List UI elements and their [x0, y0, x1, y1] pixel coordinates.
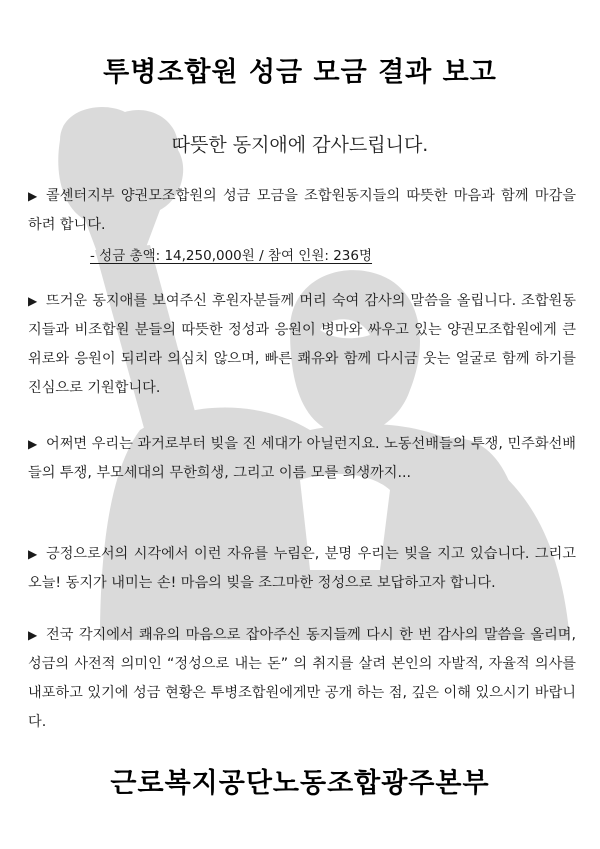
paragraph-text: 긍정으로서의 시각에서 이런 자유를 누림은, 분명 우리는 빚을 지고 있습니다. 그리고 오늘! 동지가 내미는 손! 마음의 빚을 조그마한 정성으로 보답하고자 합니다. [28, 546, 576, 591]
page-subtitle: 따뜻한 동지애에 감사드립니다. [171, 134, 429, 156]
bullet-icon: ▶ [28, 189, 38, 203]
paragraph-closing-notice [28, 182, 576, 240]
bullet-icon: ▶ [28, 547, 38, 561]
paragraph-debt-to-past [28, 430, 576, 488]
page-title: 투병조합원 성금 모금 결과 보고 [103, 57, 497, 88]
bullet-icon: ▶ [28, 628, 38, 642]
paragraph-text: 콜센터지부 양권모조합원의 성금 모금을 조합원동지들의 따뜻한 마음과 함께 마감을 하려 합니다. [28, 188, 576, 233]
paragraph-repayment [28, 540, 576, 598]
paragraph-text: 뜨거운 동지애를 보여주신 후원자분들께 머리 숙여 감사의 말씀을 올립니다. 조합원동지들과 비조합원 분들의 따뜻한 정성과 응원이 병마와 싸우고 있는 양권모조합원에게 큰 위로와 응원이 되리라 의심치 않으며, 빠른 쾌유와 함께 다시금 웃는 얼굴로 함께 하기를 진심으로 기원합니다. [28, 293, 576, 396]
paragraph-text: 어쩌면 우리는 과거로부터 빚을 진 세대가 아닐런지요. 노동선배들의 투쟁, 민주화선배들의 투쟁, 부모세대의 무한희생, 그리고 이름 모를 희생까지... [28, 436, 576, 481]
paragraph-disclosure-policy [28, 621, 576, 737]
bullet-icon: ▶ [28, 437, 38, 451]
donation-summary-line: - 성금 총액: 14,250,000원 / 참여 인원: 236명 [90, 248, 373, 264]
paragraph-gratitude [28, 287, 576, 403]
paragraph-text: 전국 각지에서 쾌유의 마음으로 잡아주신 동지들께 다시 한 번 감사의 말씀을 올리며, 성금의 사전적 의미인 “정성으로 내는 돈” 의 취지를 살려 본인의 자발적, 자율적 의사를 내포하고 있기에 성금 현황은 투병조합원에게만 공개 하는 점, 깊은 이해 있으시기 바랍니다. [28, 627, 576, 730]
bullet-icon: ▶ [28, 294, 38, 308]
organization-signature: 근로복지공단노동조합광주본부 [110, 768, 490, 799]
